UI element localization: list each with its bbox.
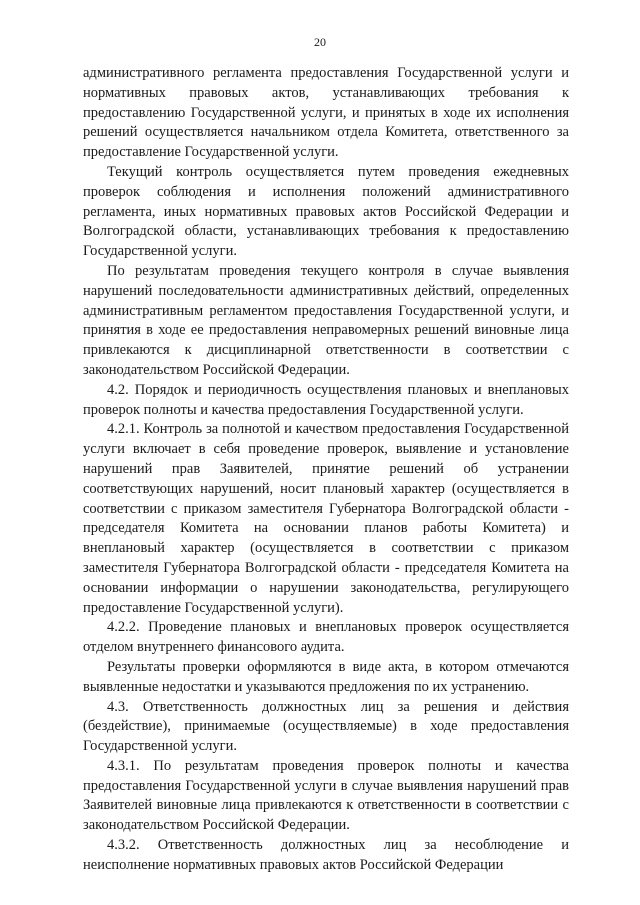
paragraph-4-3-2: 4.3.2. Ответственность должностных лиц за несоблюдение и неисполнение нормативных правовых актов Российской Федерации <box>83 837 569 873</box>
section-4-3-heading: 4.3. Ответственность должностных лиц за решения и действия (бездействие), принимаемые (осуществляемые) в ходе предоставления Государственной услуги. <box>83 698 569 755</box>
paragraph-4-2-2: 4.2.2. Проведение плановых и внеплановых проверок осуществляется отделом внутреннего финансового аудита. <box>83 619 569 656</box>
section-4-2-heading: 4.2. Порядок и периодичность осуществления плановых и внеплановых проверок полноты и качества предоставления Государственной услуги. <box>83 381 569 418</box>
paragraph-4-3-1: 4.3.1. По результатам проведения проверок полноты и качества предоставления Государственной услуги в случае выявления нарушений прав Заявителей виновные лица привлекаются к ответственности в соответствии с законодательством Российской Федерации. <box>83 757 569 834</box>
document-body <box>83 64 569 876</box>
paragraph-4-2-1: 4.2.1. Контроль за полнотой и качеством предоставления Государственной услуги включает в себя проведение проверок, выявление и установление нарушений прав Заявителей, принятие решений об устранении соответствующих нарушений, носит плановый характер (осуществляется в соответствии с приказом заместителя Губернатора Волгоградской области - председателя Комитета на основании планов работы Комитета) и внеплановый характер (осуществляется в соответствии с приказом заместителя Губернатора Волгоградской области - председателя Комитета на основании информации о нарушении законодательства, регулирующего предоставление Государственной услуги). <box>83 421 569 616</box>
paragraph-1-continuation: административного регламента предоставления Государственной услуги и нормативных правовых актов, устанавливающих требования к предоставлению Государственной услуги, и принятых в ходе их исполнения решений осуществляется начальником отдела Комитета, ответственного за предоставление Государственной услуги. <box>83 65 569 161</box>
paragraph-current-control: Текущий контроль осуществляется путем проведения ежедневных проверок соблюдения и исполнения положений административного регламента, иных нормативных правовых актов Российской Федерации и Волгоградской области, устанавливающих требования к предоставлению Государственной услуги. <box>83 163 569 260</box>
paragraph-inspection-results: Результаты проверки оформляются в виде акта, в котором отмечаются выявленные недостатки и указываются предложения по их устранению. <box>83 658 569 695</box>
page-number: 20 <box>314 35 326 49</box>
paragraph-control-results: По результатам проведения текущего контроля в случае выявления нарушений последовательности административных действий, определенных административным регламентом предоставления Государственной услуги, и принятия в ходе ее предоставления неправомерных решений виновные лица привлекаются к дисциплинарной ответственности в соответствии с законодательством Российской Федерации. <box>83 262 569 378</box>
